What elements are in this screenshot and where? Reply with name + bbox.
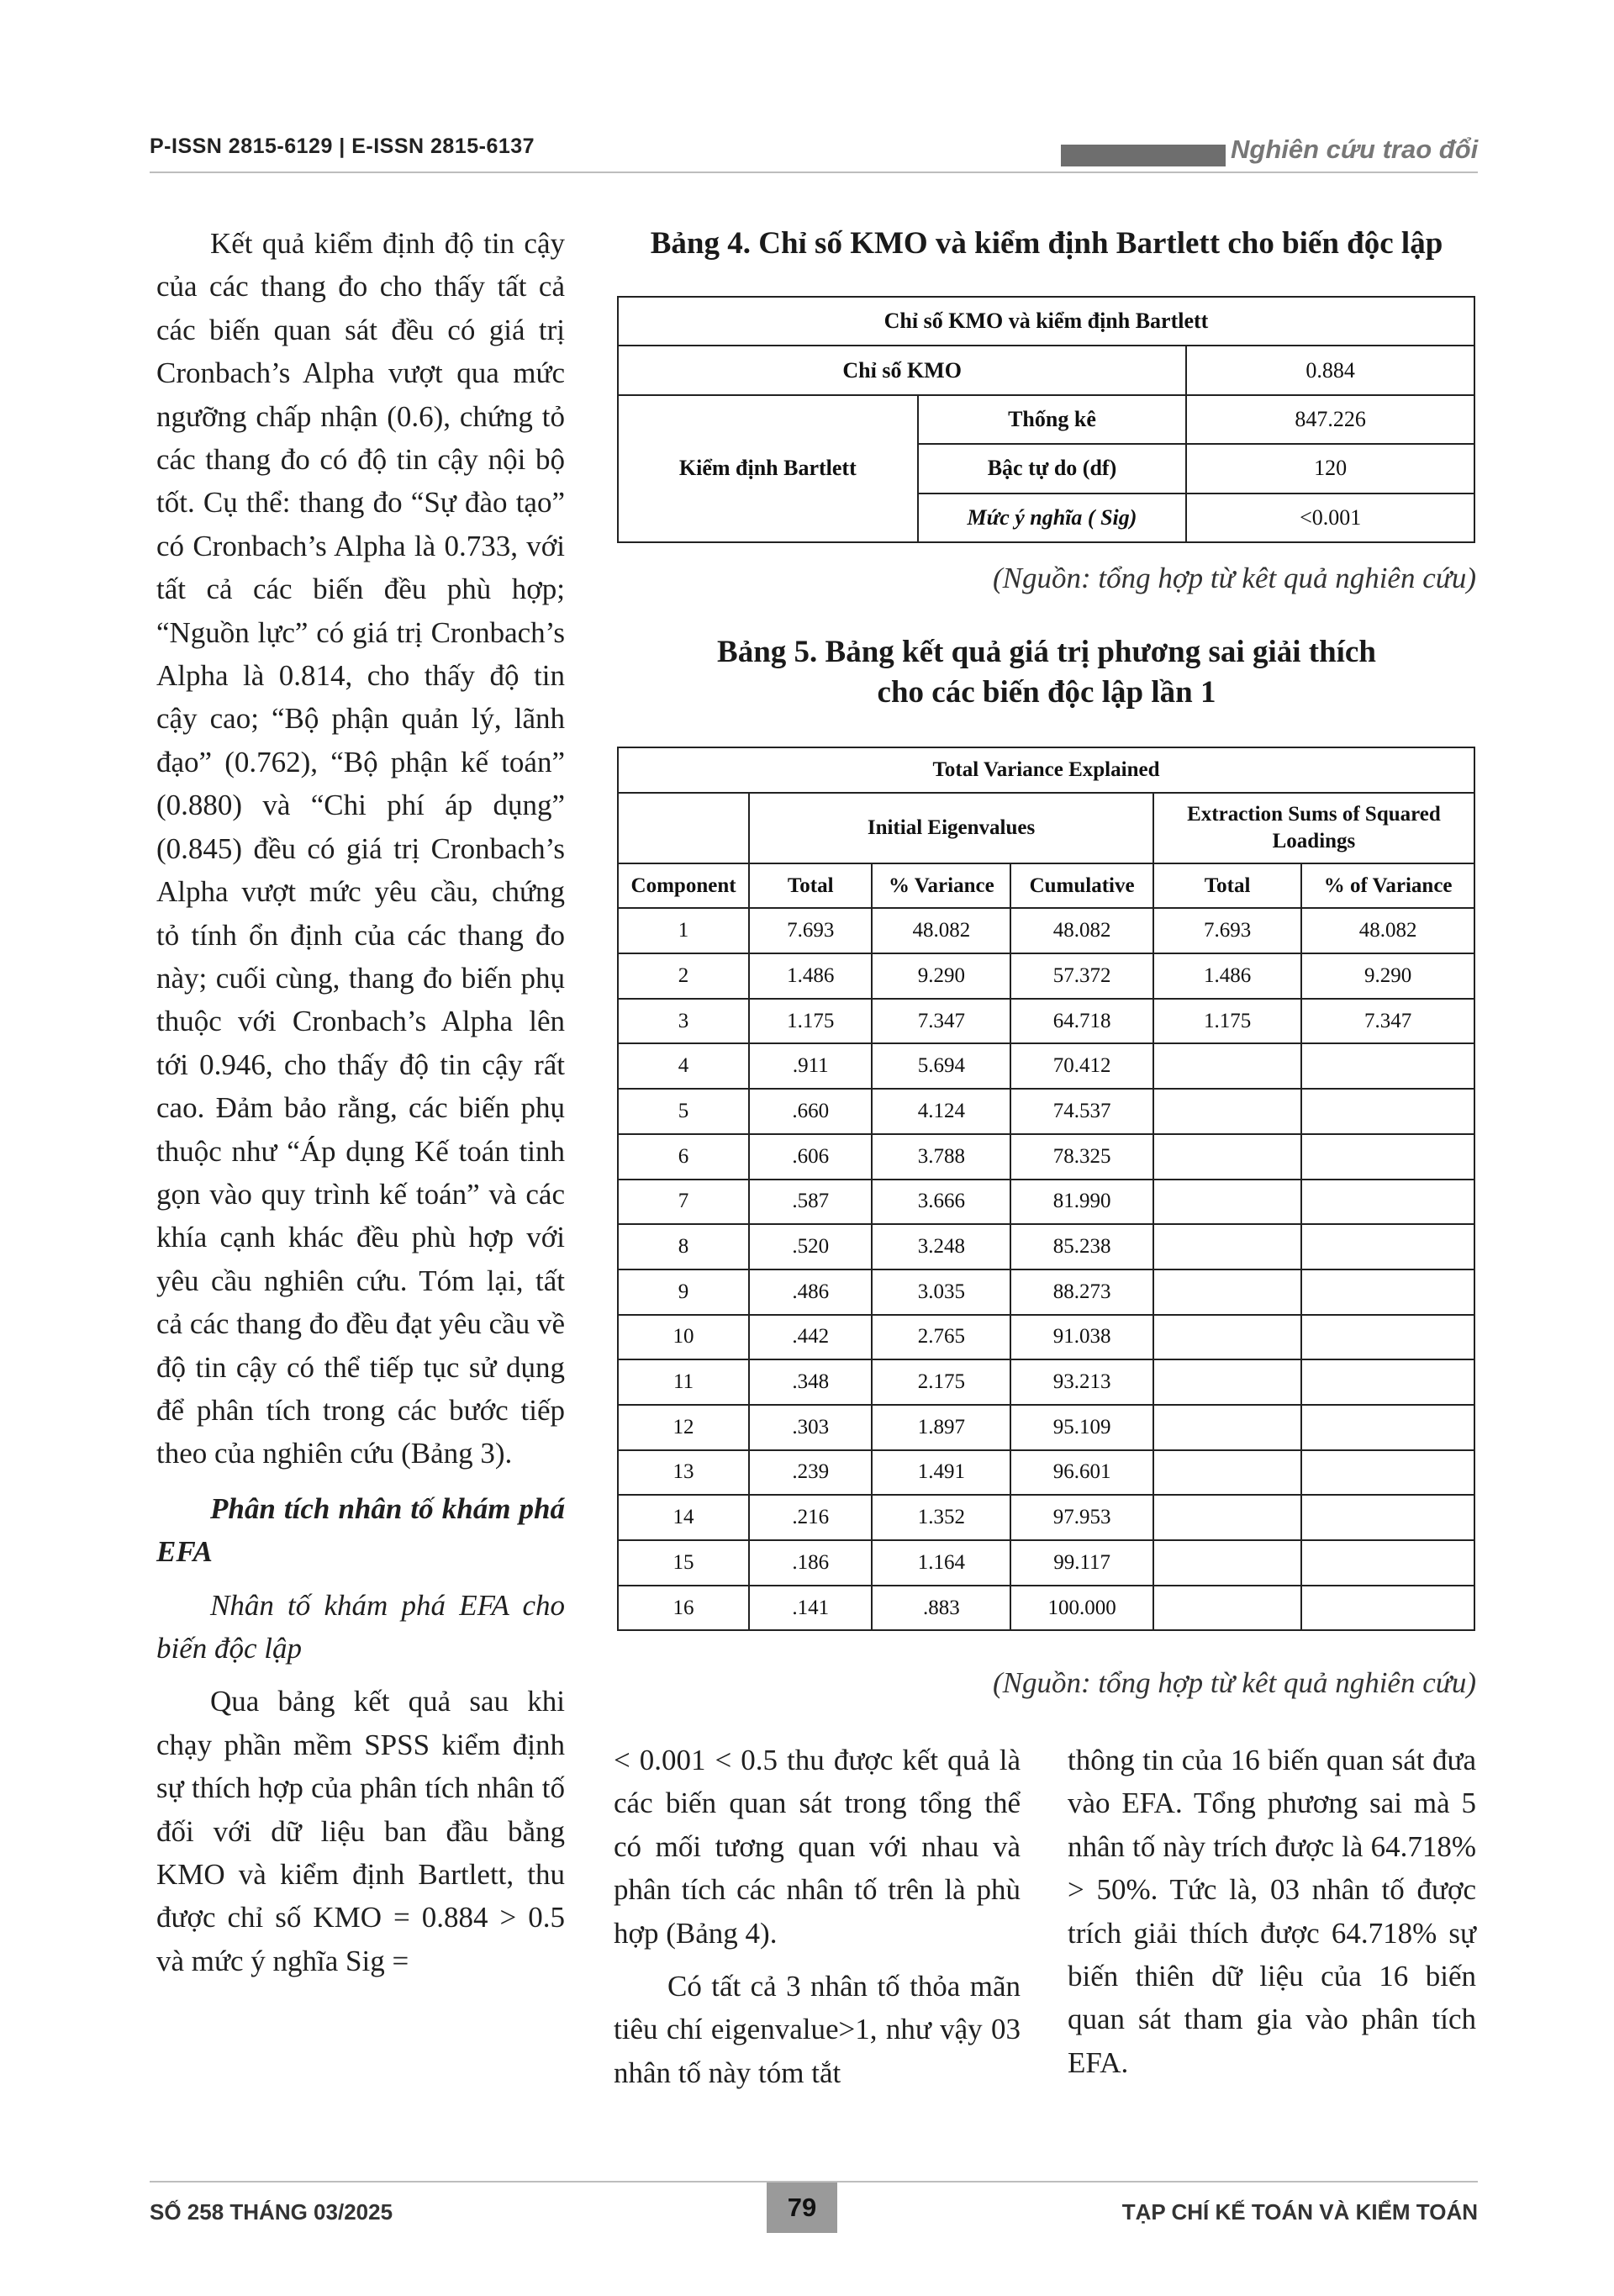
table-cell: 48.082: [1301, 908, 1474, 953]
table4-source: (Nguồn: tổng hợp từ kêt quả nghiên cứu): [993, 562, 1476, 594]
table-cell: 1.486: [749, 953, 872, 999]
table-cell: [1153, 1043, 1301, 1089]
issn-label: P-ISSN 2815-6129 | E-ISSN 2815-6137: [150, 135, 535, 158]
table-cell: .660: [749, 1089, 872, 1134]
table-cell: .911: [749, 1043, 872, 1089]
table-cell: .486: [749, 1269, 872, 1315]
table-cell: [1153, 1586, 1301, 1631]
table-cell: 7: [618, 1180, 749, 1225]
table-row: [618, 1134, 1474, 1180]
table-cell: .442: [749, 1315, 872, 1360]
table-cell: 2: [618, 953, 749, 999]
table-cell: .239: [749, 1450, 872, 1496]
column-header: Total: [1153, 863, 1301, 909]
bartlett-df-value: 120: [1186, 444, 1474, 493]
table-row: [618, 793, 1474, 863]
table-cell: 10: [618, 1315, 749, 1360]
table-cell: [1153, 1134, 1301, 1180]
table-cell: 1.352: [872, 1495, 1010, 1540]
bartlett-label: Kiểm định Bartlett: [618, 395, 918, 542]
table-cell: .606: [749, 1134, 872, 1180]
table-row: [618, 1586, 1474, 1631]
table-cell: [1153, 1224, 1301, 1269]
right-column: [1068, 1739, 1476, 2084]
table-cell: 74.537: [1010, 1089, 1153, 1134]
table-total-variance: [617, 747, 1475, 1631]
table-row: [618, 1224, 1474, 1269]
table-cell: 1.175: [1153, 999, 1301, 1044]
table-cell: 57.372: [1010, 953, 1153, 999]
table-cell: 7.693: [1153, 908, 1301, 953]
table-row: [618, 747, 1474, 793]
table-cell: [1301, 1224, 1474, 1269]
table-row: [618, 1495, 1474, 1540]
section-heading-efa: Phân tích nhân tố khám phá EFA: [156, 1491, 565, 1569]
table-cell: 12: [618, 1405, 749, 1450]
table-cell: [1301, 1450, 1474, 1496]
table-cell: [1153, 1495, 1301, 1540]
table-row: [618, 1043, 1474, 1089]
table-row: [618, 1315, 1474, 1360]
table-cell: [1153, 1269, 1301, 1315]
table-cell: [1301, 1089, 1474, 1134]
table-cell: 78.325: [1010, 1134, 1153, 1180]
table-cell: .303: [749, 1405, 872, 1450]
table-row: [618, 1540, 1474, 1586]
bartlett-stat-value: 847.226: [1186, 395, 1474, 444]
table-cell: 3.035: [872, 1269, 1010, 1315]
table-cell: 1.486: [1153, 953, 1301, 999]
kmo-label: Chỉ số KMO: [618, 346, 1186, 394]
table-cell: [1153, 1405, 1301, 1450]
table-cell: [1301, 1315, 1474, 1360]
table-cell: 70.412: [1010, 1043, 1153, 1089]
table-cell: .141: [749, 1586, 872, 1631]
table-cell: 3: [618, 999, 749, 1044]
table-row: [618, 1180, 1474, 1225]
table-cell: .186: [749, 1540, 872, 1586]
table-row: [618, 1359, 1474, 1405]
table-cell: [1301, 1540, 1474, 1586]
table-cell: 2.765: [872, 1315, 1010, 1360]
page-number: 79: [787, 2193, 817, 2222]
table-cell: 91.038: [1010, 1315, 1153, 1360]
table-cell: 1.491: [872, 1450, 1010, 1496]
table-cell: .883: [872, 1586, 1010, 1631]
table-cell: 2.175: [872, 1359, 1010, 1405]
column-header: % of Variance: [1301, 863, 1474, 909]
header-divider: [150, 172, 1478, 173]
subheading-efa-independent: Nhân tố khám phá EFA cho biến độc lập: [156, 1588, 565, 1665]
table-cell: 9.290: [1301, 953, 1474, 999]
table-cell: 48.082: [872, 908, 1010, 953]
table5-caption-line1: Bảng 5. Bảng kết quả giá trị phương sai giải thích: [717, 635, 1376, 669]
paragraph-sig-result: < 0.001 < 0.5 thu được kết quả là các biến quan sát trong tổng thể có mối tương quan với nhau và phân tích các nhân tố trên là phù hợp (Bảng 4).: [614, 1744, 1021, 1950]
table-cell: 1.164: [872, 1540, 1010, 1586]
table-cell: [1301, 1180, 1474, 1225]
header-accent-bar: [1061, 145, 1226, 166]
bartlett-sig-value: <0.001: [1186, 494, 1474, 542]
table-cell: 9: [618, 1269, 749, 1315]
table-cell: 3.666: [872, 1180, 1010, 1225]
table-cell: 3.788: [872, 1134, 1010, 1180]
table-cell: [1153, 1089, 1301, 1134]
table-cell: 100.000: [1010, 1586, 1153, 1631]
table-cell: 1.897: [872, 1405, 1010, 1450]
table-cell: [1301, 1043, 1474, 1089]
column-header: Component: [618, 863, 749, 909]
table5-title: Total Variance Explained: [618, 747, 1474, 793]
table5-corner-cell: [618, 793, 749, 863]
table5-caption-line2: cho các biến độc lập lần 1: [877, 675, 1216, 710]
extraction-sums-header: Extraction Sums of Squared Loadings: [1153, 793, 1474, 863]
bartlett-stat-label: Thống kê: [918, 395, 1187, 444]
table-row: [618, 1269, 1474, 1315]
table-cell: 7.347: [1301, 999, 1474, 1044]
table-cell: 6: [618, 1134, 749, 1180]
left-column: [156, 222, 565, 1982]
table-row: [618, 908, 1474, 953]
table-cell: .348: [749, 1359, 872, 1405]
table-cell: 85.238: [1010, 1224, 1153, 1269]
table4-caption: Bảng 4. Chỉ số KMO và kiểm định Bartlett cho biến độc lập: [650, 226, 1443, 261]
table-cell: [1301, 1495, 1474, 1540]
table-cell: 13: [618, 1450, 749, 1496]
table-cell: [1301, 1405, 1474, 1450]
table-row: [618, 953, 1474, 999]
table-row: [618, 999, 1474, 1044]
table-cell: [1153, 1450, 1301, 1496]
table-cell: 5.694: [872, 1043, 1010, 1089]
table-cell: [1301, 1359, 1474, 1405]
table-cell: 11: [618, 1359, 749, 1405]
table-kmo-bartlett: [617, 296, 1475, 543]
paragraph-reliability: Kết quả kiểm định độ tin cậy của các thang đo cho thấy tất cả các biến quan sát đều có giá trị Cronbach’s Alpha vượt qua mức ngưỡng chấp nhận (0.6), chứng tỏ các thang đo có độ tin cậy nội bộ tốt. Cụ thể: thang đo “Sự đào tạo” có Cronbach’s Alpha là 0.733, với tất cả các biến đều phù hợp; “Nguồn lực” có giá trị Cronbach’s Alpha là 0.814, cho thấy độ tin cậy cao; “Bộ phận quản lý, lãnh đạo” (0.762), “Bộ phận kế toán” (0.880) và “Chi phí áp dụng” (0.845) đều có giá trị Cronbach’s Alpha vượt mức yêu cầu, chứng tỏ tính ổn định của các thang đo này; cuối cùng, thang đo biến phụ thuộc với Cronbach’s Alpha lên tới 0.946, cho thấy độ tin cậy rất cao. Đảm bảo rằng, các biến phụ thuộc như “Áp dụng Kế toán tinh gọn vào quy trình kế toán” và các khía cạnh khác đều phù hợp với yêu cầu nghiên cứu. Tóm lại, tất cả các thang đo đều đạt yêu cầu về độ tin cậy có thể tiếp tục sử dụng để phân tích trong các bước tiếp theo của nghiên cứu (Bảng 3).: [156, 227, 565, 1470]
paragraph-kmo: Qua bảng kết quả sau khi chạy phần mềm SPSS kiểm định sự thích hợp của phân tích nhân tố đối với dữ liệu ban đầu bằng KMO và kiểm định Bartlett, thu được chỉ số KMO = 0.884 > 0.5 và mức ý nghĩa Sig =: [156, 1685, 565, 1977]
table-cell: 3.248: [872, 1224, 1010, 1269]
middle-column: [614, 1739, 1021, 2094]
bartlett-sig-label: Mức ý nghĩa ( Sig): [918, 494, 1187, 542]
initial-eigenvalues-header: Initial Eigenvalues: [749, 793, 1153, 863]
table-cell: [1153, 1315, 1301, 1360]
table4-title: Chỉ số KMO và kiểm định Bartlett: [618, 297, 1474, 346]
table-cell: 4: [618, 1043, 749, 1089]
table-cell: 5: [618, 1089, 749, 1134]
kmo-value: 0.884: [1186, 346, 1474, 394]
table-header-row: [618, 863, 1474, 909]
table-cell: 97.953: [1010, 1495, 1153, 1540]
column-header: Cumulative: [1010, 863, 1153, 909]
table-cell: [1301, 1134, 1474, 1180]
table-cell: 64.718: [1010, 999, 1153, 1044]
table-cell: 88.273: [1010, 1269, 1153, 1315]
section-title: Nghiên cứu trao đổi: [1231, 135, 1479, 164]
table-row: [618, 395, 1474, 444]
paragraph-eigenvalue: Có tất cả 3 nhân tố thỏa mãn tiêu chí eigenvalue>1, như vậy 03 nhân tố này tóm tắt: [614, 1970, 1021, 2089]
table-cell: 4.124: [872, 1089, 1010, 1134]
table5-caption: [617, 632, 1476, 713]
table-cell: .520: [749, 1224, 872, 1269]
table-cell: [1301, 1586, 1474, 1631]
table-cell: 15: [618, 1540, 749, 1586]
paragraph-variance-summary: thông tin của 16 biến quan sát đưa vào EFA. Tổng phương sai mà 5 nhân tố này trích được là 64.718% > 50%. Tức là, 03 nhân tố được trích giải thích được 64.718% sự biến thiên dữ liệu của 16 biến quan sát tham gia vào phân tích EFA.: [1068, 1744, 1476, 2079]
journal-name: TẠP CHÍ KẾ TOÁN VÀ KIỂM TOÁN: [1121, 2199, 1478, 2225]
column-header: Total: [749, 863, 872, 909]
column-header: % Variance: [872, 863, 1010, 909]
table-cell: 14: [618, 1495, 749, 1540]
table5-body: [618, 908, 1474, 1630]
bartlett-df-label: Bậc tự do (df): [918, 444, 1187, 493]
table-cell: 7.693: [749, 908, 872, 953]
table-cell: 16: [618, 1586, 749, 1631]
table-cell: 95.109: [1010, 1405, 1153, 1450]
issue-label: SỐ 258 THÁNG 03/2025: [150, 2199, 393, 2225]
table-cell: 99.117: [1010, 1540, 1153, 1586]
table-cell: [1301, 1269, 1474, 1315]
table-cell: 48.082: [1010, 908, 1153, 953]
table-row: [618, 1450, 1474, 1496]
table-cell: 93.213: [1010, 1359, 1153, 1405]
table5-source: (Nguồn: tổng hợp từ kêt quả nghiên cứu): [993, 1666, 1476, 1699]
table-cell: 1.175: [749, 999, 872, 1044]
table-row: [618, 1089, 1474, 1134]
table-cell: .216: [749, 1495, 872, 1540]
table-cell: [1153, 1180, 1301, 1225]
table-cell: [1153, 1540, 1301, 1586]
table-cell: .587: [749, 1180, 872, 1225]
table-row: [618, 1405, 1474, 1450]
table-cell: [1153, 1359, 1301, 1405]
table-row: [618, 346, 1474, 394]
table-cell: 81.990: [1010, 1180, 1153, 1225]
table-cell: 1: [618, 908, 749, 953]
table-cell: 7.347: [872, 999, 1010, 1044]
table-cell: 9.290: [872, 953, 1010, 999]
table-cell: 8: [618, 1224, 749, 1269]
table-cell: 96.601: [1010, 1450, 1153, 1496]
table-row: [618, 297, 1474, 346]
